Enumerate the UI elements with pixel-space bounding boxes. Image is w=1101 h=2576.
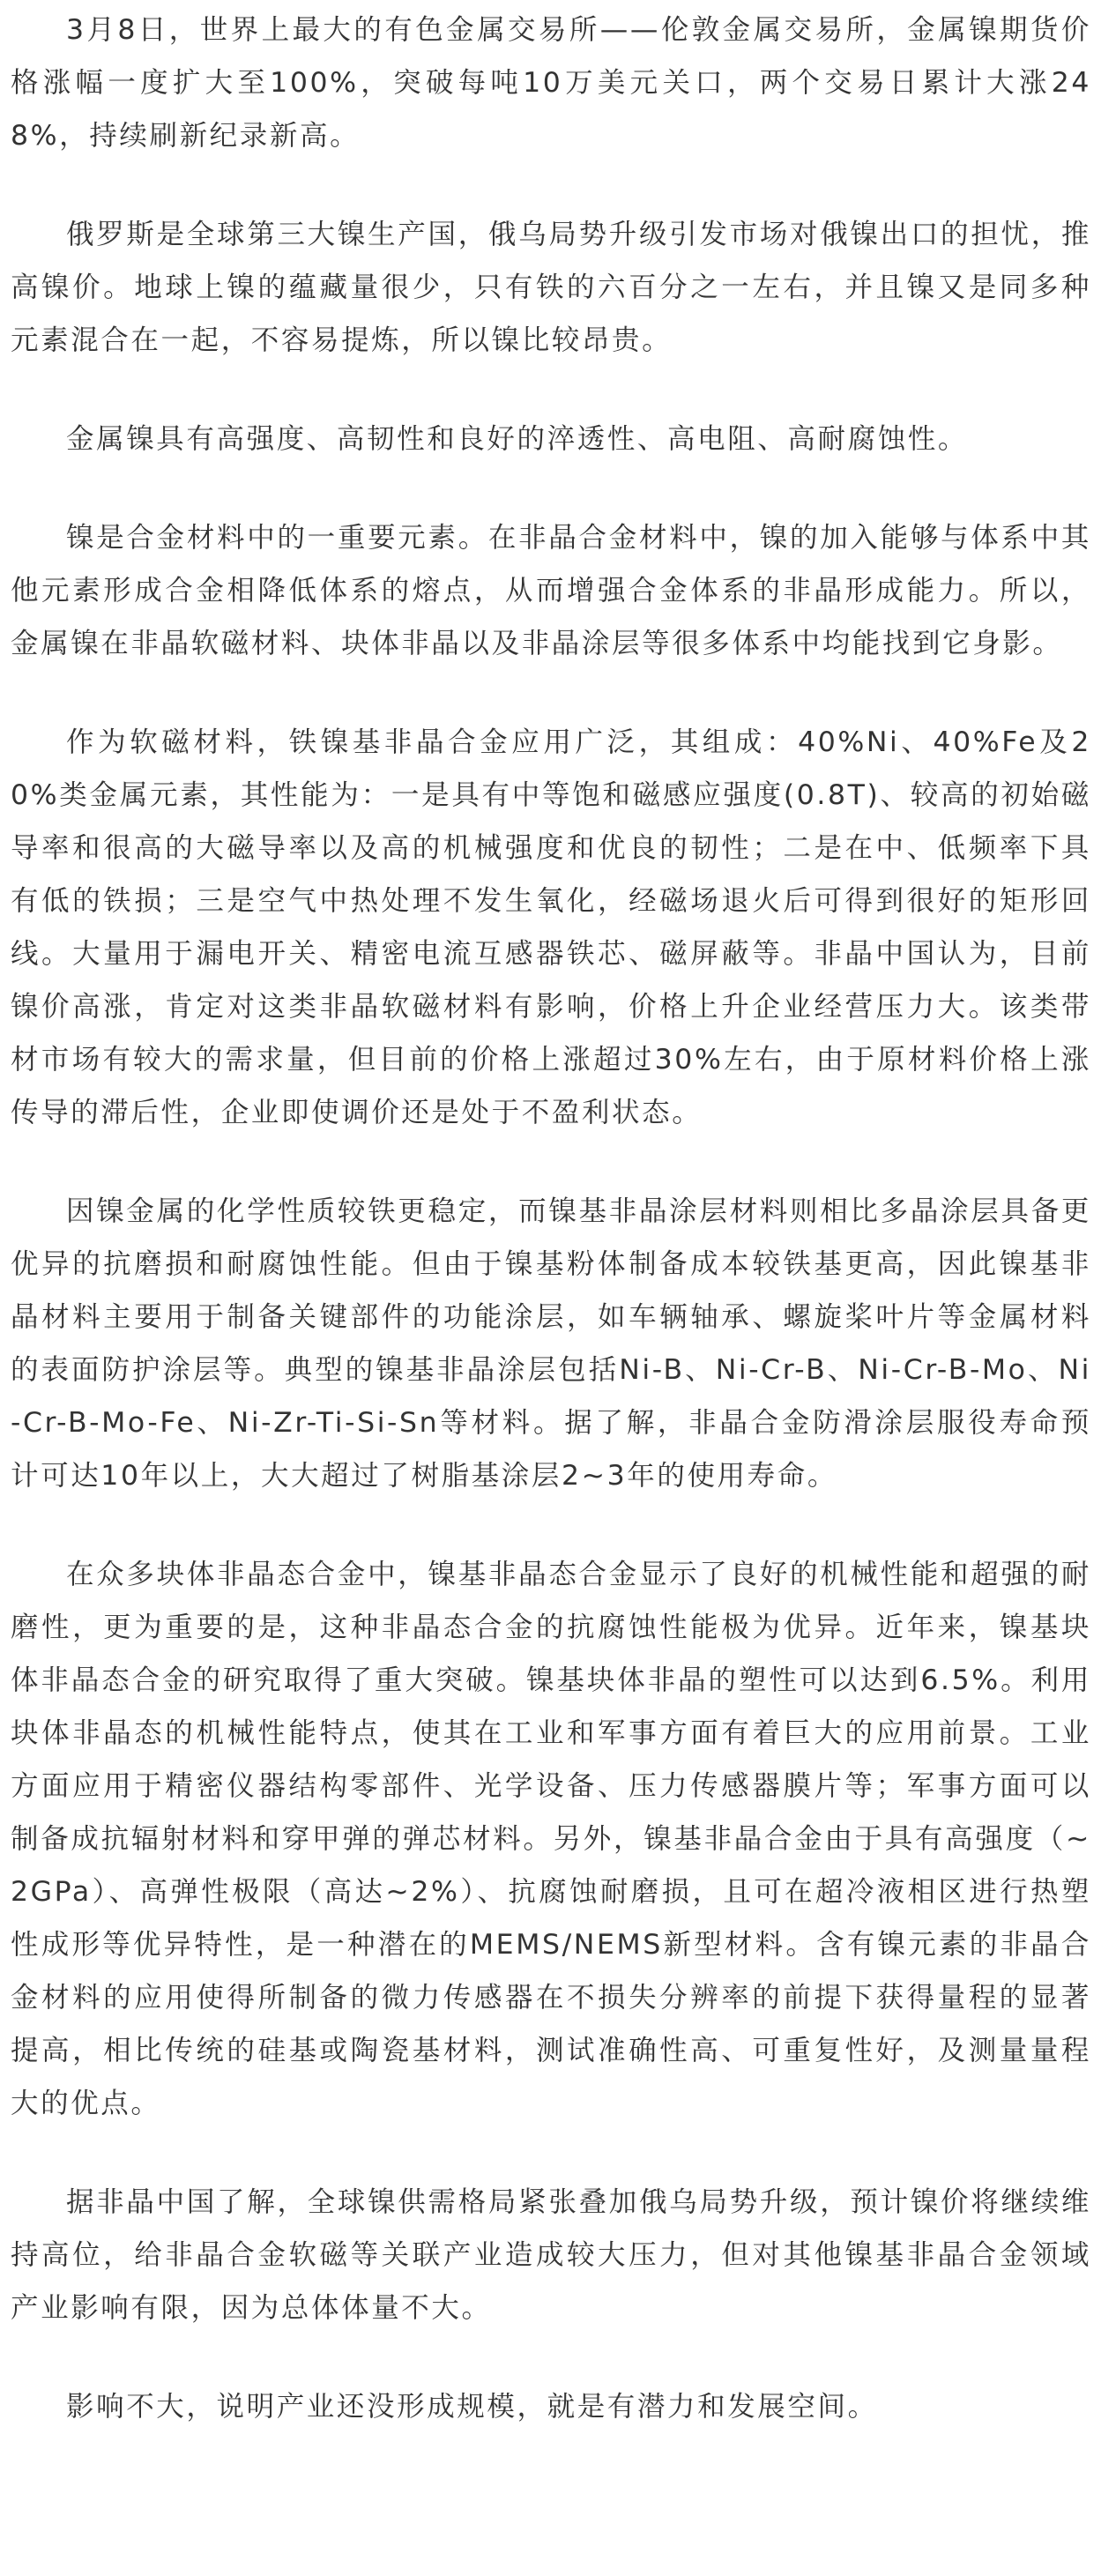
article-body — [11, 4, 1091, 2433]
paragraph-market-outlook: 据非晶中国了解，全球镍供需格局紧张叠加俄乌局势升级，预计镍价将继续维持高位，给非晶合金软磁等关联产业造成较大压力，但对其他镍基非晶合金领域产业影响有限，因为总体体量不大。 — [11, 2186, 1091, 2324]
paragraph-nickel-price-surge: 3月8日，世界上最大的有色金属交易所——伦敦金属交易所，金属镍期货价格涨幅一度扩大至100%，突破每吨10万美元关口，两个交易日累计大涨248%，持续刷新纪录新高。 — [11, 14, 1091, 152]
paragraph-russia-supply: 俄罗斯是全球第三大镍生产国，俄乌局势升级引发市场对俄镍出口的担忧，推高镍价。地球上镍的蕴藏量很少，只有铁的六百分之一左右，并且镍又是同多种元素混合在一起，不容易提炼，所以镍比较昂贵。 — [11, 219, 1091, 356]
paragraph-amorphous-coatings: 因镍金属的化学性质较铁更稳定，而镍基非晶涂层材料则相比多晶涂层具备更优异的抗磨损和耐腐蚀性能。但由于镍基粉体制备成本较铁基更高，因此镍基非晶材料主要用于制备关键部件的功能涂层，如车辆轴承、螺旋桨叶片等金属材料的表面防护涂层等。典型的镍基非晶涂层包括Ni-B、Ni-Cr-B、Ni-Cr-B-Mo、Ni-Cr-B-Mo-Fe、Ni-Zr-Ti-Si-Sn等材料。据了解，非晶合金防滑涂层服役寿命预计可达10年以上，大大超过了树脂基涂层2~3年的使用寿命。 — [11, 1195, 1091, 1492]
paragraph-conclusion: 影响不大，说明产业还没形成规模，就是有潜力和发展空间。 — [66, 2391, 878, 2423]
paragraph-bulk-amorphous-alloys: 在众多块体非晶态合金中，镍基非晶态合金显示了良好的机械性能和超强的耐磨性，更为重要的是，这种非晶态合金的抗腐蚀性能极为优异。近年来，镍基块体非晶态合金的研究取得了重大突破。镍基块体非晶的塑性可以达到6.5%。利用块体非晶态的机械性能特点，使其在工业和军事方面有着巨大的应用前景。工业方面应用于精密仪器结构零部件、光学设备、压力传感器膜片等；军事方面可以制备成抗辐射材料和穿甲弹的弹芯材料。另外，镍基非晶合金由于具有高强度（~2GPa）、高弹性极限（高达~2%）、抗腐蚀耐磨损，且可在超冷液相区进行热塑性成形等优异特性，是一种潜在的MEMS/NEMS新型材料。含有镍元素的非晶合金材料的应用使得所制备的微力传感器在不损失分辨率的前提下获得量程的显著提高，相比传统的硅基或陶瓷基材料，测试准确性高、可重复性好，及测量量程大的优点。 — [11, 1559, 1091, 2119]
paragraph-soft-magnetic-materials: 作为软磁材料，铁镍基非晶合金应用广泛，其组成：40%Ni、40%Fe及20%类金属元素，其性能为：一是具有中等饱和磁感应强度(0.8T)、较高的初始磁导率和很高的大磁导率以及高的机械强度和优良的韧性；二是在中、低频率下具有低的铁损；三是空气中热处理不发生氧化，经磁场退火后可得到很好的矩形回线。大量用于漏电开关、精密电流互感器铁芯、磁屏蔽等。非晶中国认为，目前镍价高涨，肯定对这类非晶软磁材料有影响，价格上升企业经营压力大。该类带材市场有较大的需求量，但目前的价格上涨超过30%左右，由于原材料价格上涨传导的滞后性，企业即使调价还是处于不盈利状态。 — [11, 726, 1091, 1128]
paragraph-nickel-in-amorphous-alloys: 镍是合金材料中的一重要元素。在非晶合金材料中，镍的加入能够与体系中其他元素形成合金相降低体系的熔点，从而增强合金体系的非晶形成能力。所以，金属镍在非晶软磁材料、块体非晶以及非晶涂层等很多体系中均能找到它身影。 — [11, 522, 1091, 659]
paragraph-nickel-properties: 金属镍具有高强度、高韧性和良好的淬透性、高电阻、高耐腐蚀性。 — [66, 423, 969, 455]
